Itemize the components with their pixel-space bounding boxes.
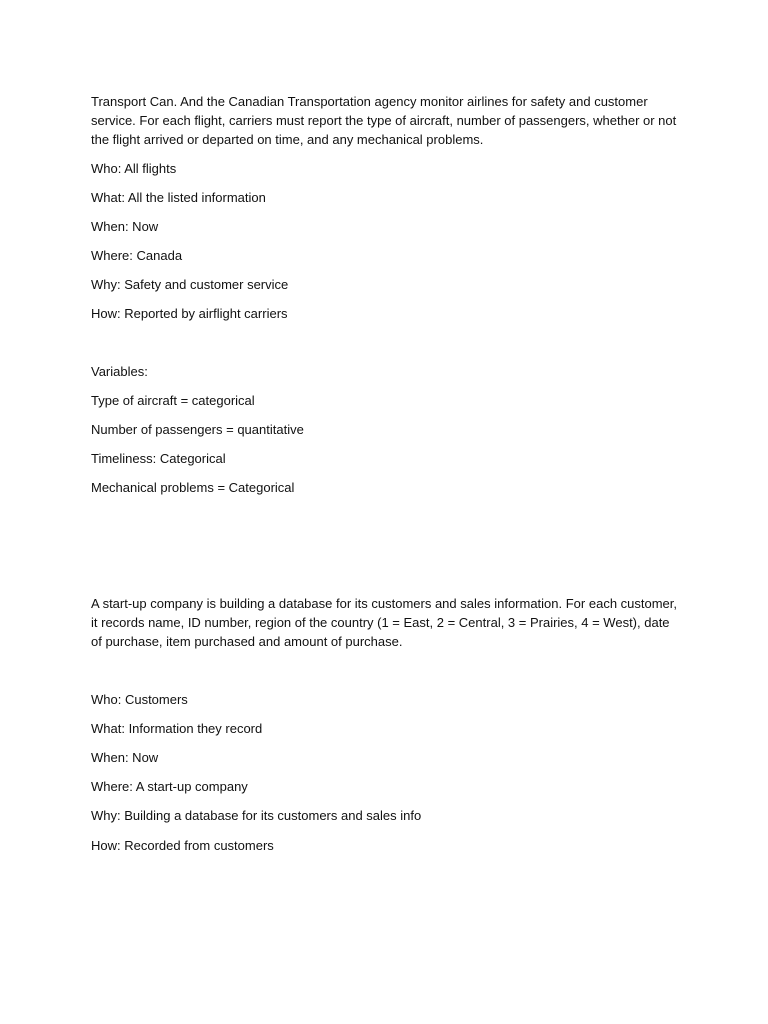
section1-what-line: What: All the listed information xyxy=(91,190,266,205)
variable-item: Type of aircraft = categorical xyxy=(91,393,255,408)
section2-who-line: Who: Customers xyxy=(91,692,188,707)
section2-intro-paragraph: A start-up company is building a database for its customers and sales information. For each customer, it records name, ID number, region of the country (1 = East, 2 = Central, 3 = Prairies, 4 = West), date of purchase, item purchased and amount of purchase. xyxy=(91,596,678,649)
section1-where-line: Where: Canada xyxy=(91,248,183,263)
section2-how-line: How: Recorded from customers xyxy=(91,838,274,853)
section2-why-line: Why: Building a database for its customers and sales info xyxy=(91,808,422,823)
section1-who-line: Who: All flights xyxy=(91,161,177,176)
variable-item: Timeliness: Categorical xyxy=(91,451,226,466)
section1-how-line: How: Reported by airflight carriers xyxy=(91,306,288,321)
variables-heading: Variables: xyxy=(91,364,148,379)
section2-where-line: Where: A start-up company xyxy=(91,779,248,794)
section2-when-line: When: Now xyxy=(91,750,159,765)
section2-what-line: What: Information they record xyxy=(91,721,263,736)
section1-why-line: Why: Safety and customer service xyxy=(91,277,289,292)
section1-when-line: When: Now xyxy=(91,219,159,234)
variable-item: Number of passengers = quantitative xyxy=(91,422,304,437)
section1-intro-paragraph: Transport Can. And the Canadian Transportation agency monitor airlines for safety and customer service. For each flight, carriers must report the type of aircraft, number of passengers, whether or not the flight arrived or departed on time, and any mechanical problems. xyxy=(91,94,677,147)
variable-item: Mechanical problems = Categorical xyxy=(91,480,295,495)
